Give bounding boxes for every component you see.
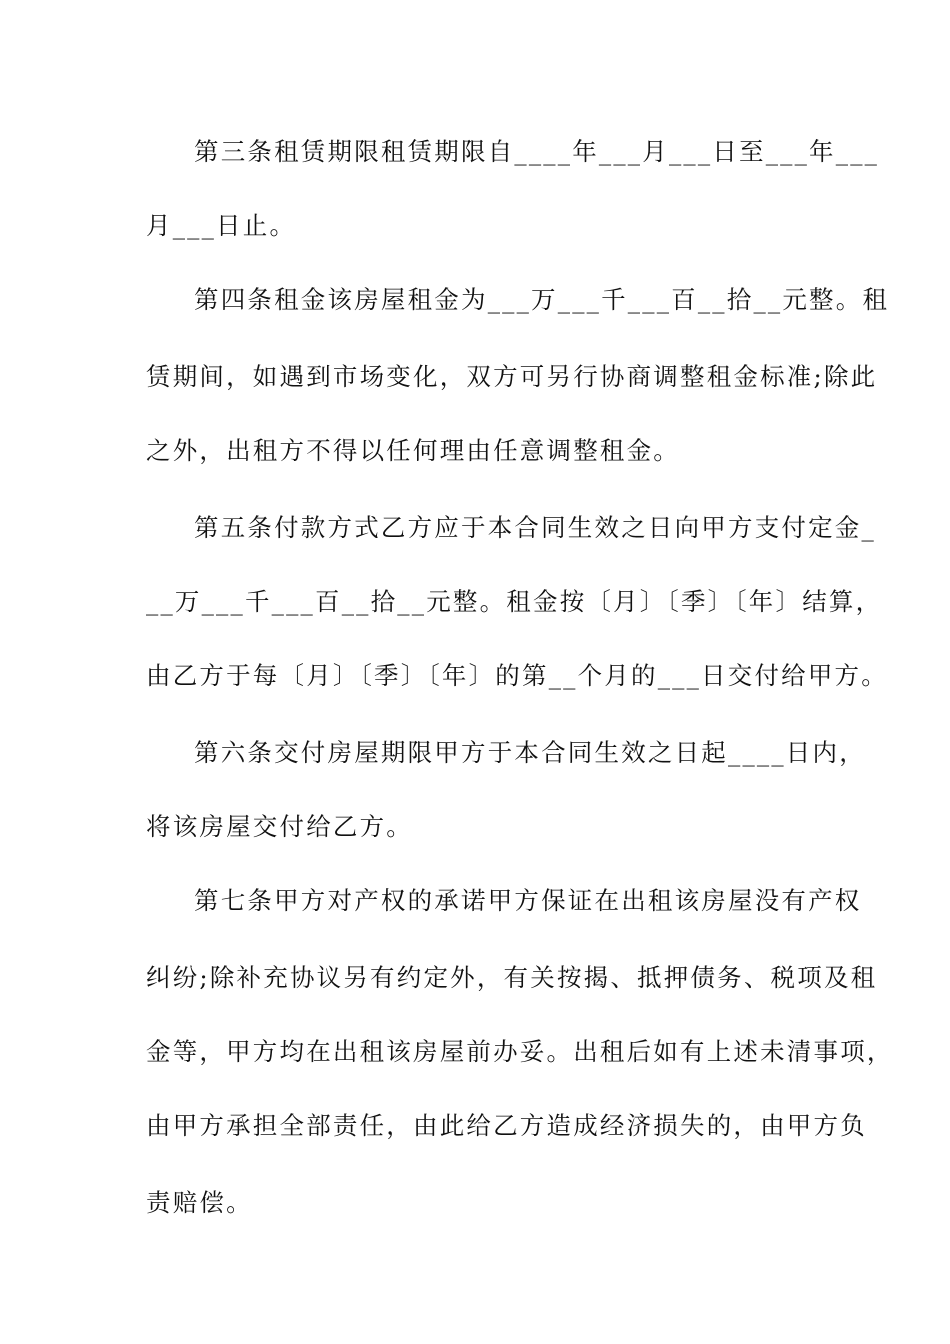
article-7-line-4: 由甲方承担全部责任，由此给乙方造成经济损失的，由甲方负 xyxy=(146,1111,867,1140)
article-7-line-3: 金等，甲方均在出租该房屋前办妥。出租后如有上述未清事项， xyxy=(146,1037,894,1066)
article-7-line-2: 纠纷;除补充协议另有约定外，有关按揭、抵押债务、税项及租 xyxy=(146,963,878,992)
article-3-line-1: 第三条租赁期限租赁期限自____年___月___日至___年___ xyxy=(194,137,880,166)
article-4-line-2: 赁期间，如遇到市场变化，双方可另行协商调整租金标准;除此 xyxy=(146,362,878,391)
article-5-line-3: 由乙方于每〔月〕〔季〕〔年〕的第__个月的___日交付给甲方。 xyxy=(146,661,888,690)
article-7-line-1: 第七条甲方对产权的承诺甲方保证在出租该房屋没有产权 xyxy=(194,886,862,915)
article-7-line-5: 责赔偿。 xyxy=(146,1188,253,1217)
article-5-line-2: __万___千___百__拾__元整。租金按〔月〕〔季〕〔年〕结算， xyxy=(146,587,883,616)
article-4-line-1: 第四条租金该房屋租金为___万___千___百__拾__元整。租 xyxy=(194,285,890,314)
article-6-line-2: 将该房屋交付给乙方。 xyxy=(146,812,413,841)
article-5-line-1: 第五条付款方式乙方应于本合同生效之日向甲方支付定金_ xyxy=(194,513,876,542)
article-4-line-3: 之外，出租方不得以任何理由任意调整租金。 xyxy=(146,436,680,465)
article-6-line-1: 第六条交付房屋期限甲方于本合同生效之日起____日内， xyxy=(194,738,866,767)
article-3-line-2: 月___日止。 xyxy=(146,211,297,240)
